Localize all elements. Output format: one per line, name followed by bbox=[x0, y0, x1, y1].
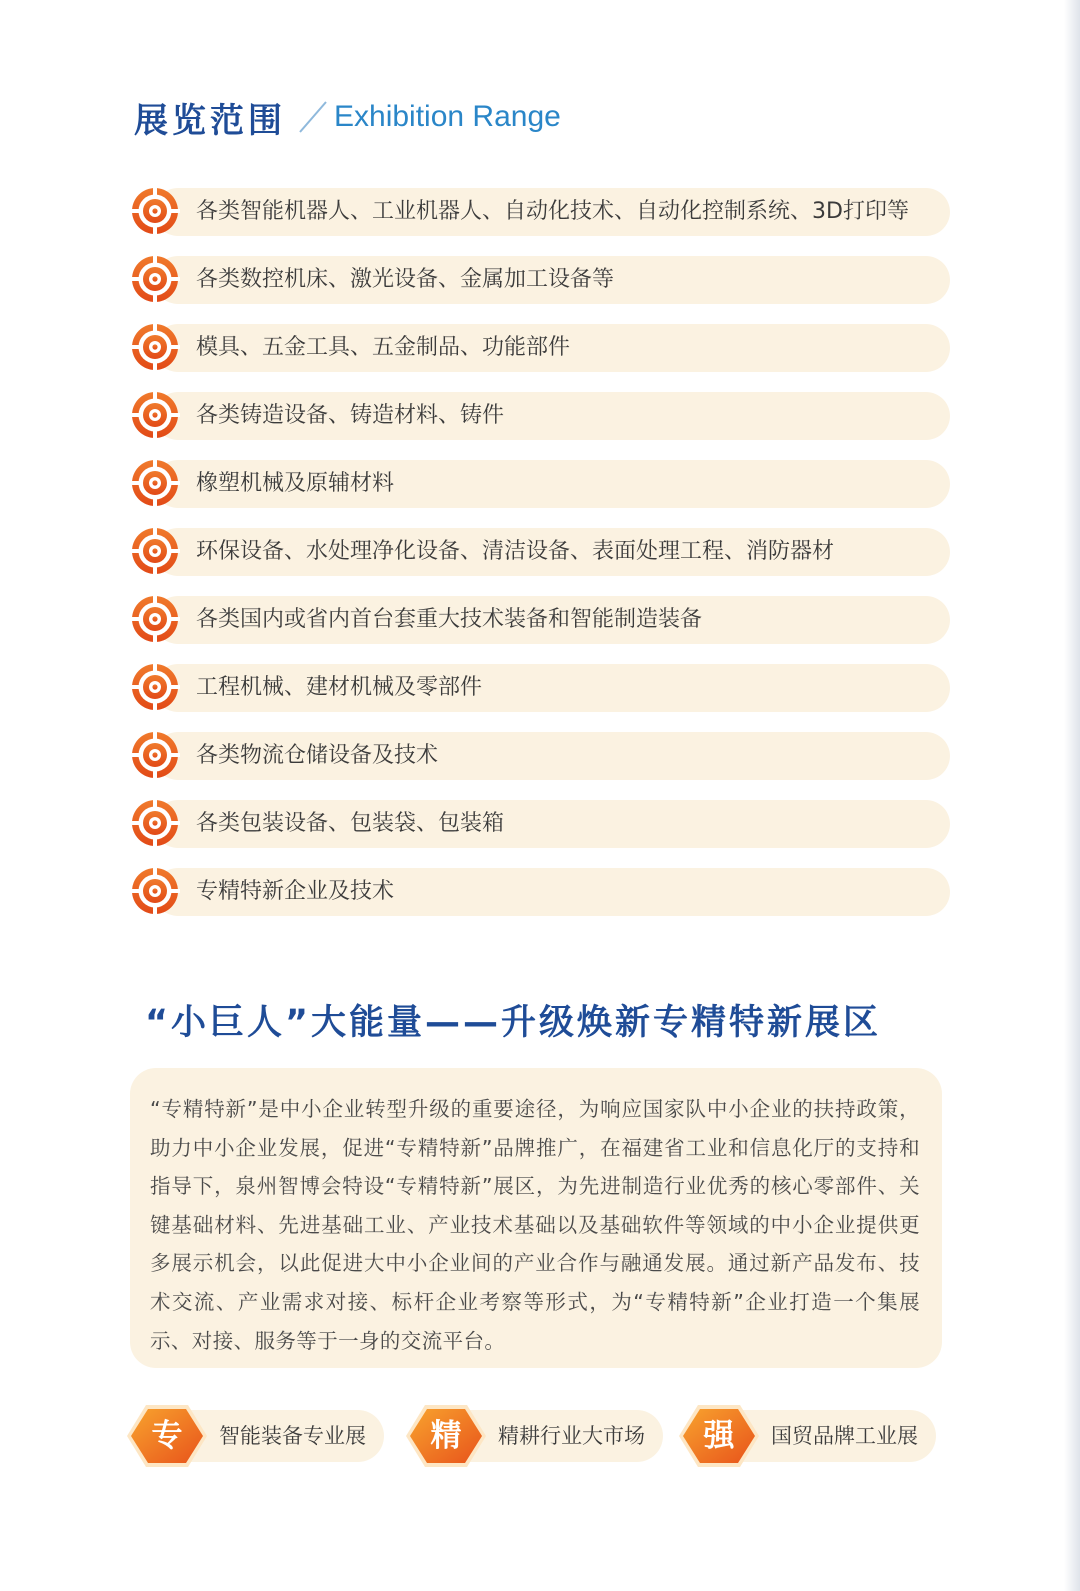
list-item-label: 橡塑机械及原辅材料 bbox=[196, 471, 395, 496]
badge-label: 国贸品牌工业展 bbox=[771, 1424, 918, 1448]
target-icon bbox=[130, 798, 180, 848]
list-item bbox=[130, 390, 950, 440]
list-item-label: 各类包装设备、包装袋、包装箱 bbox=[196, 811, 505, 836]
badge-qiang bbox=[678, 1404, 936, 1468]
badge-label: 智能装备专业展 bbox=[219, 1424, 366, 1448]
list-item-label: 专精特新企业及技术 bbox=[196, 879, 395, 904]
target-icon bbox=[130, 458, 180, 508]
list-item-label: 各类数控机床、激光设备、金属加工设备等 bbox=[196, 267, 615, 292]
list-item bbox=[130, 798, 950, 848]
list-item bbox=[130, 458, 950, 508]
list-item-label: 工程机械、建材机械及零部件 bbox=[196, 675, 483, 700]
target-icon bbox=[130, 254, 180, 304]
target-icon bbox=[130, 594, 180, 644]
list-item bbox=[130, 186, 950, 236]
list-item bbox=[130, 322, 950, 372]
target-icon bbox=[130, 526, 180, 576]
list-item-label: 模具、五金工具、五金制品、功能部件 bbox=[196, 335, 571, 360]
target-icon bbox=[130, 322, 180, 372]
badge-zhuan bbox=[126, 1404, 384, 1468]
page-edge-shadow bbox=[1064, 0, 1080, 1591]
zone-description: “专精特新”是中小企业转型升级的重要途径，为响应国家队中小企业的扶持政策，助力中小企业发展，促进“专精特新”品牌推广，在福建省工业和信息化厅的支持和指导下，泉州智博会特设“专精特新”展区，为先进制造行业优秀的核心零部件、关键基础材料、先进基础工业、产业技术基础以及基础软件等领域的中小企业提供更多展示机会，以此促进大中小企业间的产业合作与融通发展。通过新产品发布、技术交流、产业需求对接、标杆企业考察等形式，为“专精特新”企业打造一个集展示、对接、服务等于一身的交流平台。 bbox=[150, 1097, 920, 1353]
target-icon bbox=[130, 866, 180, 916]
list-item bbox=[130, 730, 950, 780]
section-heading bbox=[134, 92, 561, 142]
badge-char: 精 bbox=[430, 1418, 462, 1454]
badge-label: 精耕行业大市场 bbox=[498, 1424, 645, 1448]
badge-char: 强 bbox=[703, 1418, 735, 1454]
target-icon bbox=[130, 186, 180, 236]
badge-char: 专 bbox=[151, 1418, 183, 1454]
list-item-label: 各类铸造设备、铸造材料、铸件 bbox=[196, 403, 505, 428]
target-icon bbox=[130, 730, 180, 780]
list-item-label: 环保设备、水处理净化设备、清洁设备、表面处理工程、消防器材 bbox=[196, 539, 835, 564]
list-item bbox=[130, 594, 950, 644]
list-item-label: 各类智能机器人、工业机器人、自动化技术、自动化控制系统、3D打印等 bbox=[196, 199, 909, 224]
zone-description-box bbox=[130, 1068, 942, 1368]
list-item bbox=[130, 526, 950, 576]
target-icon bbox=[130, 390, 180, 440]
list-item-label: 各类国内或省内首台套重大技术装备和智能制造装备 bbox=[196, 607, 703, 632]
slash-divider-icon bbox=[296, 100, 330, 134]
list-item-label: 各类物流仓储设备及技术 bbox=[196, 743, 439, 768]
zone-section-title: “小巨人”大能量——升级焕新专精特新展区 bbox=[145, 1003, 882, 1043]
target-icon bbox=[130, 662, 180, 712]
heading-title-en: Exhibition Range bbox=[334, 100, 561, 133]
list-item bbox=[130, 866, 950, 916]
badge-jing bbox=[405, 1404, 663, 1468]
list-item bbox=[130, 662, 950, 712]
heading-title-cn: 展览范围 bbox=[134, 100, 286, 141]
list-item bbox=[130, 254, 950, 304]
